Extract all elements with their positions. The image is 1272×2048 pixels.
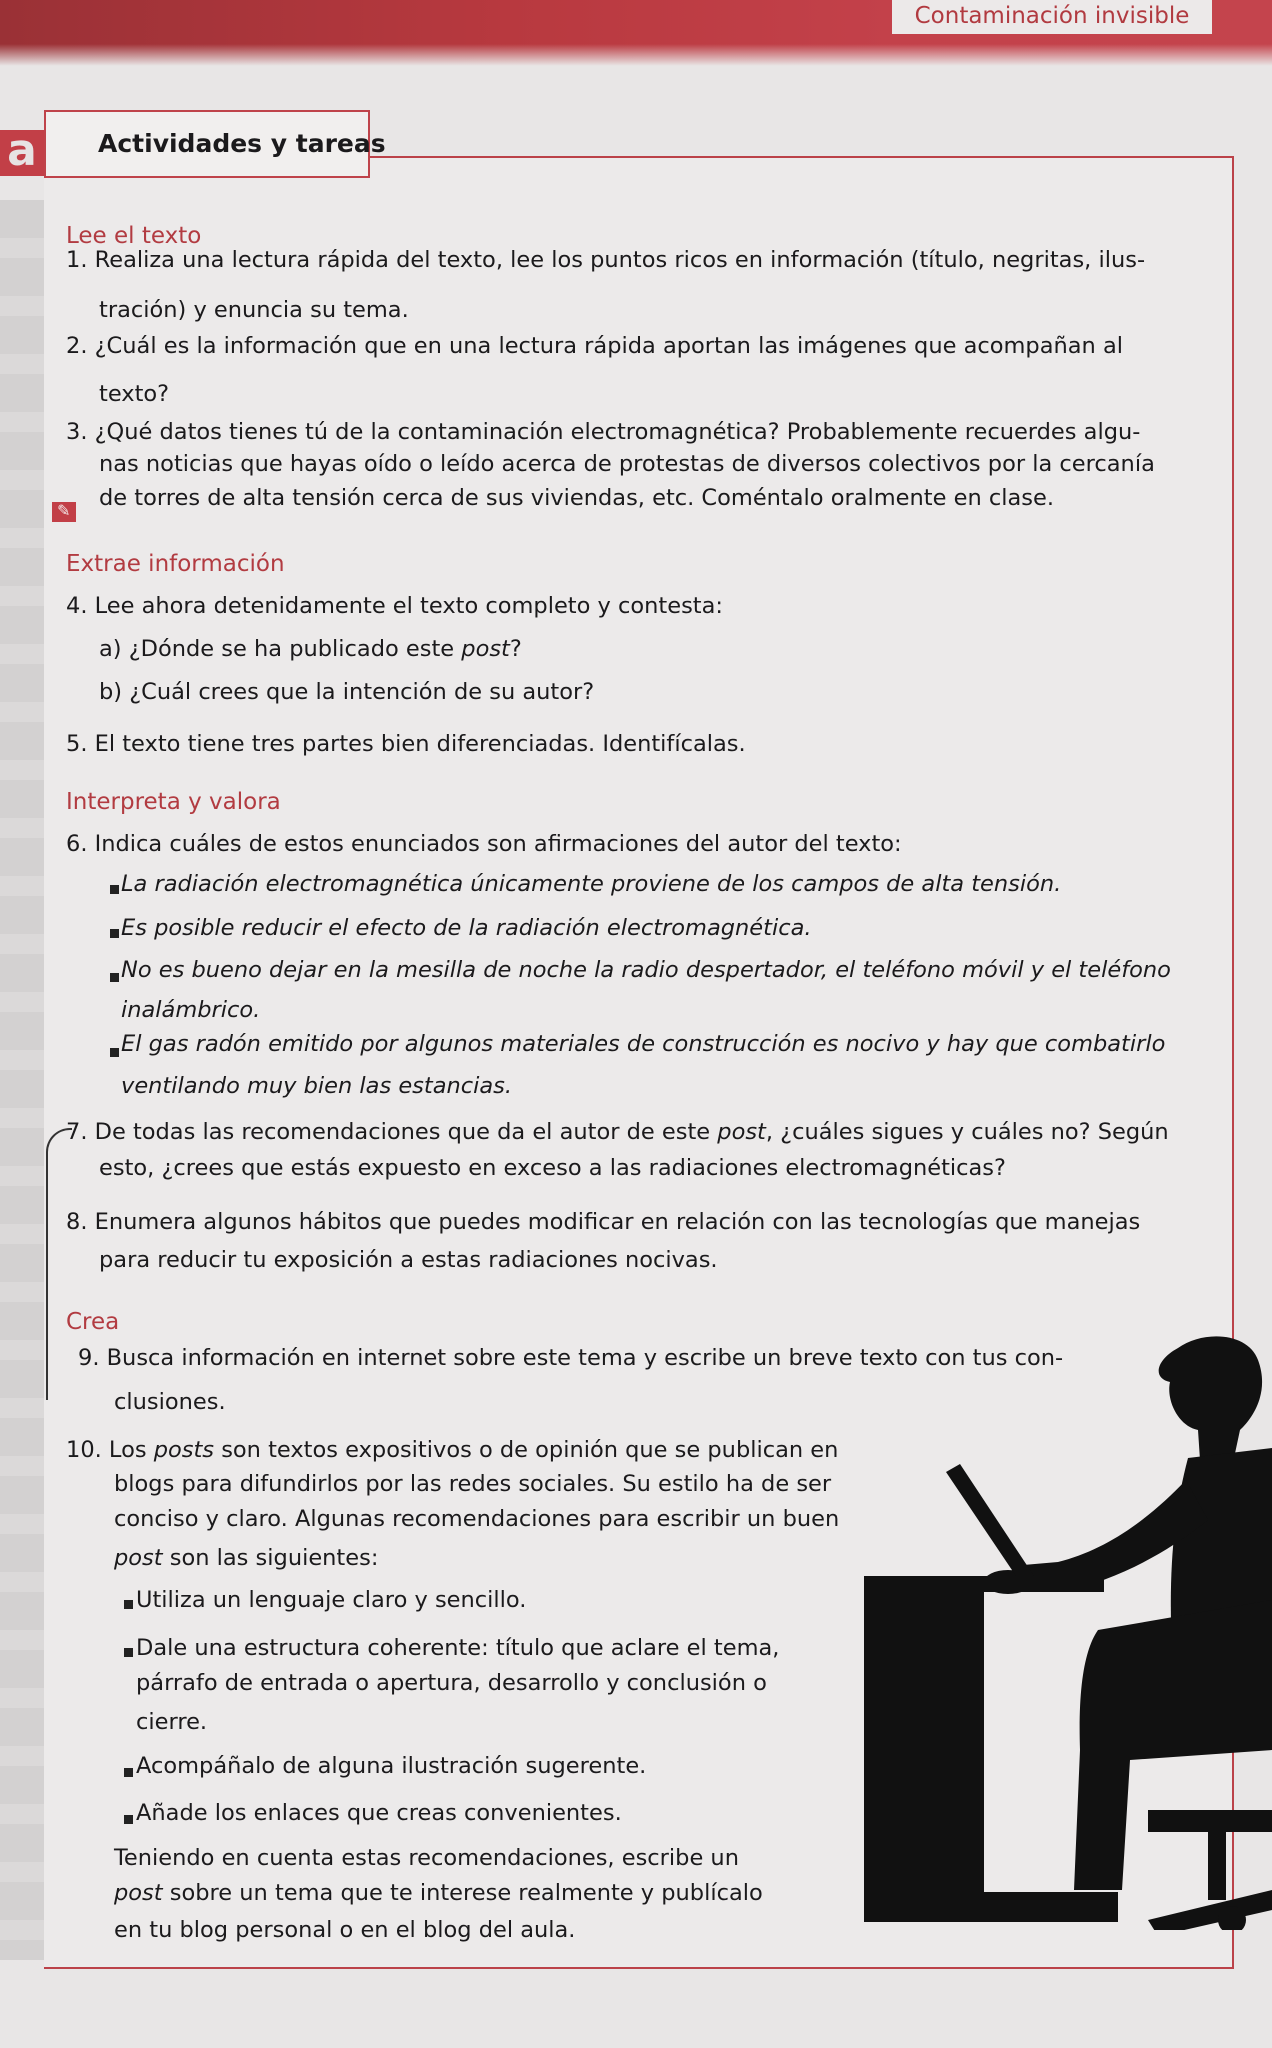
- heading-extrae-informacion: Extrae información: [66, 551, 285, 577]
- question-3-line-1: 3. ¿Qué datos tienes tú de la contaminación electromagnética? Probablemente recuerdes algu-: [66, 419, 1141, 445]
- statement-1: La radiación electromagnética únicamente proviene de los campos de alta tensión.: [121, 871, 1062, 897]
- bullet-marker: [110, 1048, 119, 1057]
- bullet-marker: [124, 1768, 133, 1777]
- section-letter: a: [0, 130, 44, 176]
- person-at-computer-silhouette: [848, 1330, 1272, 1930]
- bullet-marker: [124, 1600, 133, 1609]
- question-4a: a) ¿Dónde se ha publicado este post?: [99, 636, 522, 662]
- bullet-marker: [110, 973, 119, 982]
- question-4b: b) ¿Cuál crees que la intención de su autor?: [99, 679, 595, 705]
- question-8-line-2: para reducir tu exposición a estas radiaciones nocivas.: [99, 1247, 718, 1273]
- bullet-marker: [110, 885, 119, 894]
- section-title: Actividades y tareas: [98, 129, 386, 158]
- question-8-line-1: 8. Enumera algunos hábitos que puedes modificar en relación con las tecnologías que manejas: [66, 1209, 1141, 1235]
- heading-lee-el-texto: Lee el texto: [66, 223, 202, 249]
- closing-line-2: post sobre un tema que te interese realmente y publícalo: [114, 1880, 763, 1906]
- question-10-line-3: conciso y claro. Algunas recomendaciones para escribir un buen: [114, 1506, 840, 1532]
- page-edge-ribbon: [0, 200, 44, 1960]
- closing-line-3: en tu blog personal o en el blog del aula.: [114, 1917, 576, 1943]
- bullet-marker: [124, 1648, 133, 1657]
- question-10-line-1: 10. Los posts son textos expositivos o de opinión que se publican en: [66, 1437, 839, 1463]
- statement-4-line-1: El gas radón emitido por algunos materiales de construcción es nocivo y hay que combatirlo: [121, 1031, 1166, 1057]
- question-2-line-2: texto?: [99, 381, 170, 407]
- question-10-line-4: post son las siguientes:: [114, 1545, 379, 1571]
- hand-drawn-bracket: [46, 1128, 72, 1400]
- top-band-fade: [0, 44, 1272, 66]
- question-1-line-1: 1. Realiza una lectura rápida del texto, lee los puntos ricos en información (título, negritas, ilus-: [66, 247, 1146, 273]
- statement-3-line-2: inalámbrico.: [121, 997, 261, 1023]
- recommendation-2-line-1: Dale una estructura coherente: título que aclare el tema,: [136, 1635, 780, 1661]
- bullet-marker: [124, 1815, 133, 1824]
- recommendation-1: Utiliza un lenguaje claro y sencillo.: [136, 1587, 527, 1613]
- question-5: 5. El texto tiene tres partes bien diferenciadas. Identifícalas.: [66, 731, 746, 757]
- running-header: Contaminación invisible: [892, 0, 1212, 34]
- closing-line-1: Teniendo en cuenta estas recomendaciones, escribe un: [114, 1845, 739, 1871]
- question-6: 6. Indica cuáles de estos enunciados son afirmaciones del autor del texto:: [66, 831, 902, 857]
- recommendation-3: Acompáñalo de alguna ilustración sugerente.: [136, 1753, 647, 1779]
- question-4: 4. Lee ahora detenidamente el texto completo y contesta:: [66, 593, 723, 619]
- question-9-line-1: 9. Busca información en internet sobre este tema y escribe un breve texto con tus con-: [78, 1345, 1064, 1371]
- statement-4-line-2: ventilando muy bien las estancias.: [121, 1073, 513, 1099]
- question-9-line-2: clusiones.: [114, 1389, 226, 1415]
- pencil-glyph: ✎: [57, 501, 71, 520]
- question-7-line-1: 7. De todas las recomendaciones que da el autor de este post, ¿cuáles sigues y cuáles no? Según: [66, 1119, 1169, 1145]
- question-7-line-2: esto, ¿crees que estás expuesto en exceso a las radiaciones electromagnéticas?: [99, 1155, 1006, 1181]
- heading-crea: Crea: [66, 1309, 120, 1335]
- bullet-marker: [110, 929, 119, 938]
- question-10-line-2: blogs para difundirlos por las redes sociales. Su estilo ha de ser: [114, 1471, 832, 1497]
- question-2-line-1: 2. ¿Cuál es la información que en una lectura rápida aportan las imágenes que acompañan al: [66, 333, 1124, 359]
- question-1-line-2: tración) y enuncia su tema.: [99, 297, 409, 323]
- statement-2: Es posible reducir el efecto de la radiación electromagnética.: [121, 915, 812, 941]
- recommendation-2-line-2: párrafo de entrada o apertura, desarrollo y conclusión o: [136, 1670, 767, 1696]
- heading-interpreta-y-valora: Interpreta y valora: [66, 789, 281, 815]
- recommendation-2-line-3: cierre.: [136, 1709, 208, 1735]
- question-3-line-3: de torres de alta tensión cerca de sus viviendas, etc. Coméntalo oralmente en clase.: [99, 485, 1054, 511]
- statement-3-line-1: No es bueno dejar en la mesilla de noche la radio despertador, el teléfono móvil y el teléfono: [121, 957, 1171, 983]
- recommendation-4: Añade los enlaces que creas convenientes.: [136, 1800, 622, 1826]
- question-3-line-2: nas noticias que hayas oído o leído acerca de protestas de diversos colectivos por la cercanía: [99, 451, 1155, 477]
